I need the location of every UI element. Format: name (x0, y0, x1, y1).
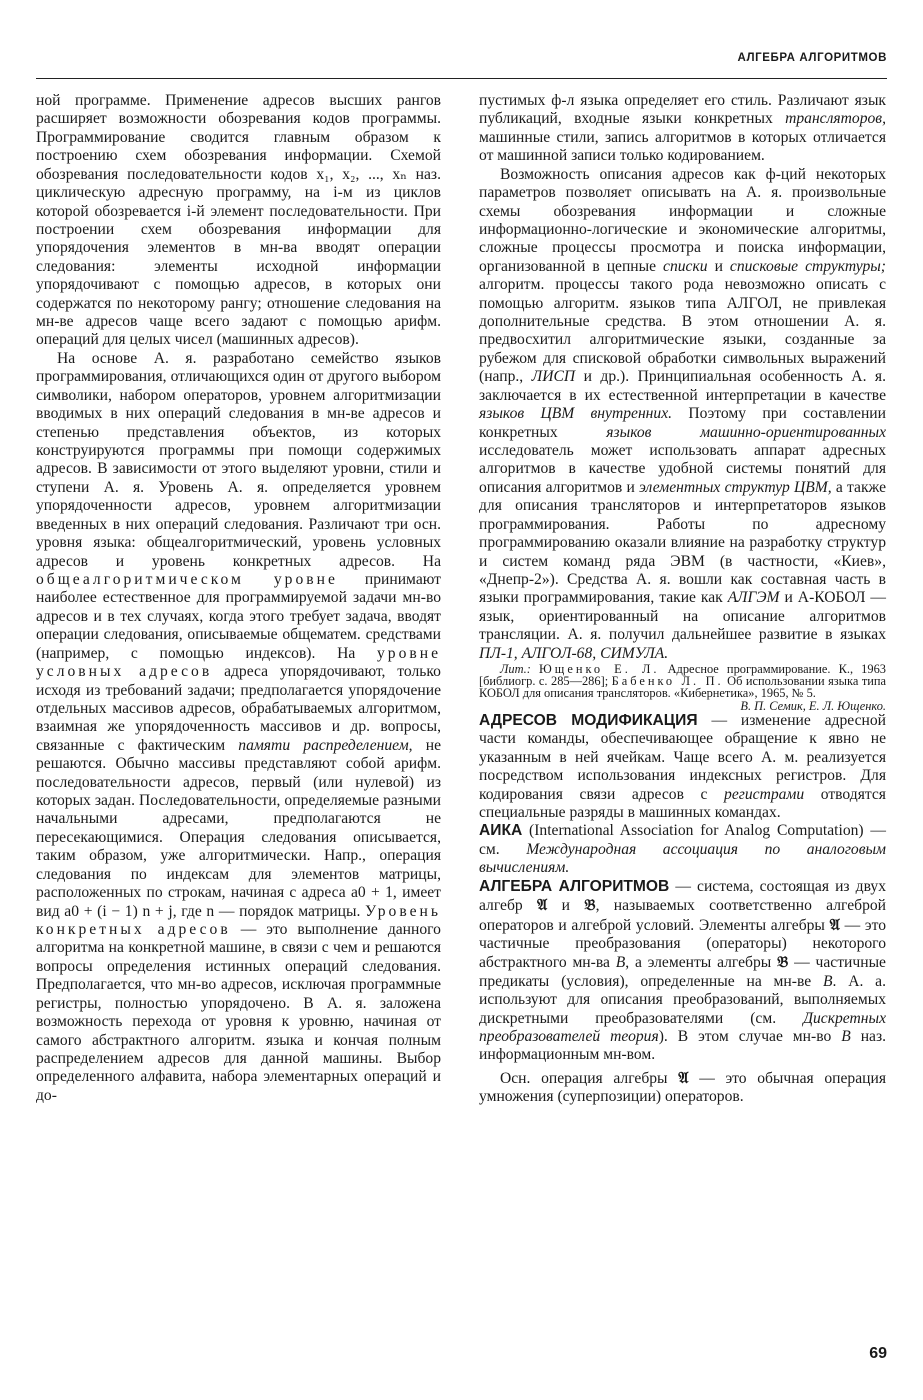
paragraph-text: не решаются. Обычно массивы представляют собой арифм. последовательности адресов, первый (или нулевой) из которых задан. Последовательности, определяемые разными начальными адресами, предполагаются не пересекающимися. Операция следования описывается, таким образом, уже алгоритмически. Напр., операция следования по индексам для элементов матрицы, расположенных по строкам, начиная с адреса a0 + 1, имеет вид a0 + (i − 1) n + j, где n — порядок матрицы. (36, 736, 442, 920)
cross-reference-link[interactable]: трансляторов, (785, 110, 886, 128)
paragraph-text: — это частичные преобразования (операторы) некоторого абстрактного мн-ва (479, 916, 887, 972)
cross-reference-link[interactable]: Международная ассоциация по аналоговым вычислениям. (479, 840, 886, 877)
paragraph-text: (International Association for Analog Computation) — см. (479, 822, 886, 858)
variable-b: B (841, 1028, 851, 1046)
paragraph (479, 92, 886, 166)
paragraph-text: , а элементы алгебры (625, 954, 772, 972)
paragraph-text: — изменение адресной части команды, обеспечивающее обращение к явно не указанным в ней ячейкам. Чаще всего А. м. реализуется посредством использования индексных регистров. Для кодирования связи адресов с (479, 711, 886, 803)
paragraph-text: . А. а. используют для описания преобразований, выполняемых дискретными преобразователями (см. (479, 972, 886, 1027)
paragraph-text: и А-КОБОЛ — язык, ориентированный на описание алгоритмов трансляции. А. я. получил дальнейшее развитие в языках (479, 589, 886, 644)
paragraph (36, 92, 441, 350)
paragraph-text: — это обычная операция умножения (суперпозиции) операторов. (479, 1069, 886, 1106)
page-header (36, 48, 887, 79)
page-number: 69 (869, 1345, 887, 1362)
paragraph-text: и (714, 257, 723, 275)
variable-b: B (615, 954, 626, 972)
spaced-term: Уровень конкретных адресов (36, 902, 441, 938)
cross-reference-link[interactable]: элементных структур ЦВМ, (639, 478, 832, 496)
paragraph-text: Возможность описания адресов как ф-ций некоторых параметров позволяет описывать на А. я. произвольные схемы обозревания информации и сложные информационно-логические и экономические алгоритмы, сложные процессы просмотра и поиска информации, организованной в цепные (479, 165, 886, 275)
paragraph-text: машинные стили, запись алгоритмов в которых отличается от машинной записи только кодированием. (479, 128, 886, 165)
entry-headword: АДРЕСОВ МОДИФИКАЦИЯ (479, 711, 698, 729)
paragraph-text: отводятся специальные разряды в машинных командах. (479, 785, 886, 821)
fraktur-b-symbol: 𝔅 (777, 952, 789, 972)
left-column (36, 92, 441, 1105)
entry-headword: АЛГЕБРА АЛГОРИТМОВ (479, 877, 670, 895)
author-signature: В. П. Семик, Е. Л. Ющенко. (740, 698, 886, 713)
paragraph-text: — это выполнение данного алгоритма на конкретной машине, в связи с чем и решаются вопросы определения истинных операций следования. Предполагается, что мн-во адресов, исключая программные регистры, полностью упорядочено. В А. я. заложена возможность перехода от уровня к уровню, начиная от самого абстрактного алгоритм. языка и кончая полным распределением адресов для данной машины. Выбор определенного алфавита, набора элементарных операций и до- (36, 920, 441, 1104)
cross-reference-link[interactable]: списковые структуры; (729, 257, 886, 275)
cross-reference-link[interactable]: списки (663, 257, 708, 275)
cross-reference-link[interactable]: языков машинно-ориентированных (606, 423, 886, 441)
entry-adresov-modifikatsiya (479, 712, 886, 823)
fraktur-a-symbol: 𝔄 (537, 895, 548, 915)
entry-headword: АИКА (479, 822, 523, 840)
paragraph-text: алгоритм. процессы такого рода невозможно описать с помощью алгоритм. языков типа АЛГОЛ, не привлекая дополнительные средства. В этом отношении А. я. предвосхитил алгоритмические языки, созданные за рубежом для списковой обработки символьных выражений (напр., (479, 276, 886, 386)
paragraph (479, 166, 886, 663)
paragraph-text: Поэтому при составлении конкретных (479, 405, 886, 441)
right-column (479, 92, 886, 1107)
literature-text: Адресное программирование. К., 1963 [библиогр. с. 285—286]; (479, 662, 886, 689)
paragraph-text: ). В этом случае мн-во (658, 1028, 832, 1046)
cross-reference-link[interactable]: ПЛ-1, АЛГОЛ-68, СИМУЛА. (479, 644, 669, 662)
cross-reference-link[interactable]: Дискретных преобразователей теория (479, 1009, 886, 1046)
paragraph (479, 1069, 886, 1107)
literature-text: Об использовании языка типа КОБОЛ для описания трансляторов. «Кибернетика», 1965, № 5. (479, 674, 886, 701)
paragraph-text: пустимых ф-л языка определяет его стиль. Различают язык публикаций, входные языки конкретных (479, 92, 886, 128)
paragraph-text: наз. информационным мн-вом. (479, 1028, 887, 1064)
paragraph-text: и (561, 897, 571, 915)
paragraph-text: ной программе. Применение адресов высших рангов расширяет возможности обозревания кодов программы. Программирование сводится главным образом к построению схем обозревания информации. Схемой обозревания последовательности кодов x₁, x₂, ..., xₙ наз. циклическую адресную программу, на i-м из циклов которой обозревается i-й элемент последовательности. При построении схем обозревания информации для упорядочения элементов в мн-ва вводят операции следования: элементы исходной информации упорядочивают с помощью адресов, в которых они содержатся по некоторому рангу; отношение следования на мн-ве адресов чаще всего задают с помощью арифм. операций для целых чисел (машинных адресов). (36, 92, 441, 349)
literature-label: Лит.: (500, 662, 531, 677)
fraktur-a-symbol: 𝔄 (829, 914, 840, 934)
cross-reference-link[interactable]: языков ЦВМ внутренних. (479, 405, 673, 423)
paragraph-text: адреса упорядочивают, только исходя из требований задачи; предполагается упорядочение отдельных массивов адресов, обрабатываемых алгоритмом, взаимная же упорядоченность массивов и др. вопросы, связанные с фактическим (36, 663, 441, 754)
cross-reference-link[interactable]: регистрами (724, 785, 805, 803)
spaced-term: общеалгоритмическом уровне (36, 570, 338, 588)
paragraph (36, 350, 441, 1105)
paragraph-text: , называемых соответственно алгеброй операторов и алгеброй условий. Элементы алгебры (479, 897, 887, 934)
literature-author: Бабенко Л. П. (611, 674, 724, 689)
variable-b: B (822, 972, 833, 990)
fraktur-b-symbol: 𝔅 (584, 895, 596, 915)
running-head: АЛГЕБРА АЛГОРИТМОВ (737, 52, 887, 64)
paragraph-text: исследователь может использовать аппарат адресных алгоритмов в качестве удобной системы понятий для описания алгоритмов и (479, 442, 886, 496)
paragraph-text: и др.). Принципиальная особенность А. я. заключается в их естественной интерпретации в качестве (479, 368, 886, 404)
literature-author: Ющенко Е. Л. (539, 662, 660, 677)
paragraph-text: На основе А. я. разработано семейство языков программирования, отличающихся один от другого выбором символики, набором операторов, уровнем алгоритмизации вводимых в них операций следования в мн-ве адресов и степенью представления объектов, из которых конструируются программы при помощи содержимых адресов. В зависимости от этого выделяют уровни, стили и ступени А. я. Уровень А. я. определяется уровнем упорядоченности адресов, уровнем алгоритмизации введенных в них операций следования. Различают три осн. уровня языка: общеалгоритмический, уровень условных адресов и уровень конкретных адресов. На (36, 349, 441, 570)
paragraph-text: а также для описания трансляторов и интерпретаторов языков программирования. Работы по адресному программированию оказали влияние на разработку структур и систем команд ряда ЭВМ (в частности, «Киев», «Днепр-2»). Средства А. я. вошли как составная часть в языки программирования, такие как (479, 478, 887, 607)
paragraph-text: — система, состоящая из двух алгебр (479, 877, 886, 915)
cross-reference-link[interactable]: ЛИСП (531, 368, 576, 386)
cross-reference-link[interactable]: АЛГЭМ (727, 589, 780, 607)
fraktur-a-symbol: 𝔄 (678, 1067, 689, 1087)
cross-reference-link[interactable]: памяти распределением, (238, 736, 413, 754)
paragraph-text: — частичные предикаты (условия), определенные на мн-ве (479, 954, 886, 990)
paragraph-text: принимают наиболее естественное для программируемой задачи мн-во адресов и в тех случаях, когда этого требует задача, вводят операции следования, описываемые общематем. средствами (например, с помощью индексов). На (36, 570, 441, 662)
paragraph-text: Осн. операция алгебры (500, 1069, 668, 1087)
literature-references (479, 662, 886, 713)
entry-algebra-algoritmov (479, 878, 886, 1065)
entry-aika (479, 822, 886, 877)
spaced-term: уровне условных адресов (36, 644, 442, 681)
